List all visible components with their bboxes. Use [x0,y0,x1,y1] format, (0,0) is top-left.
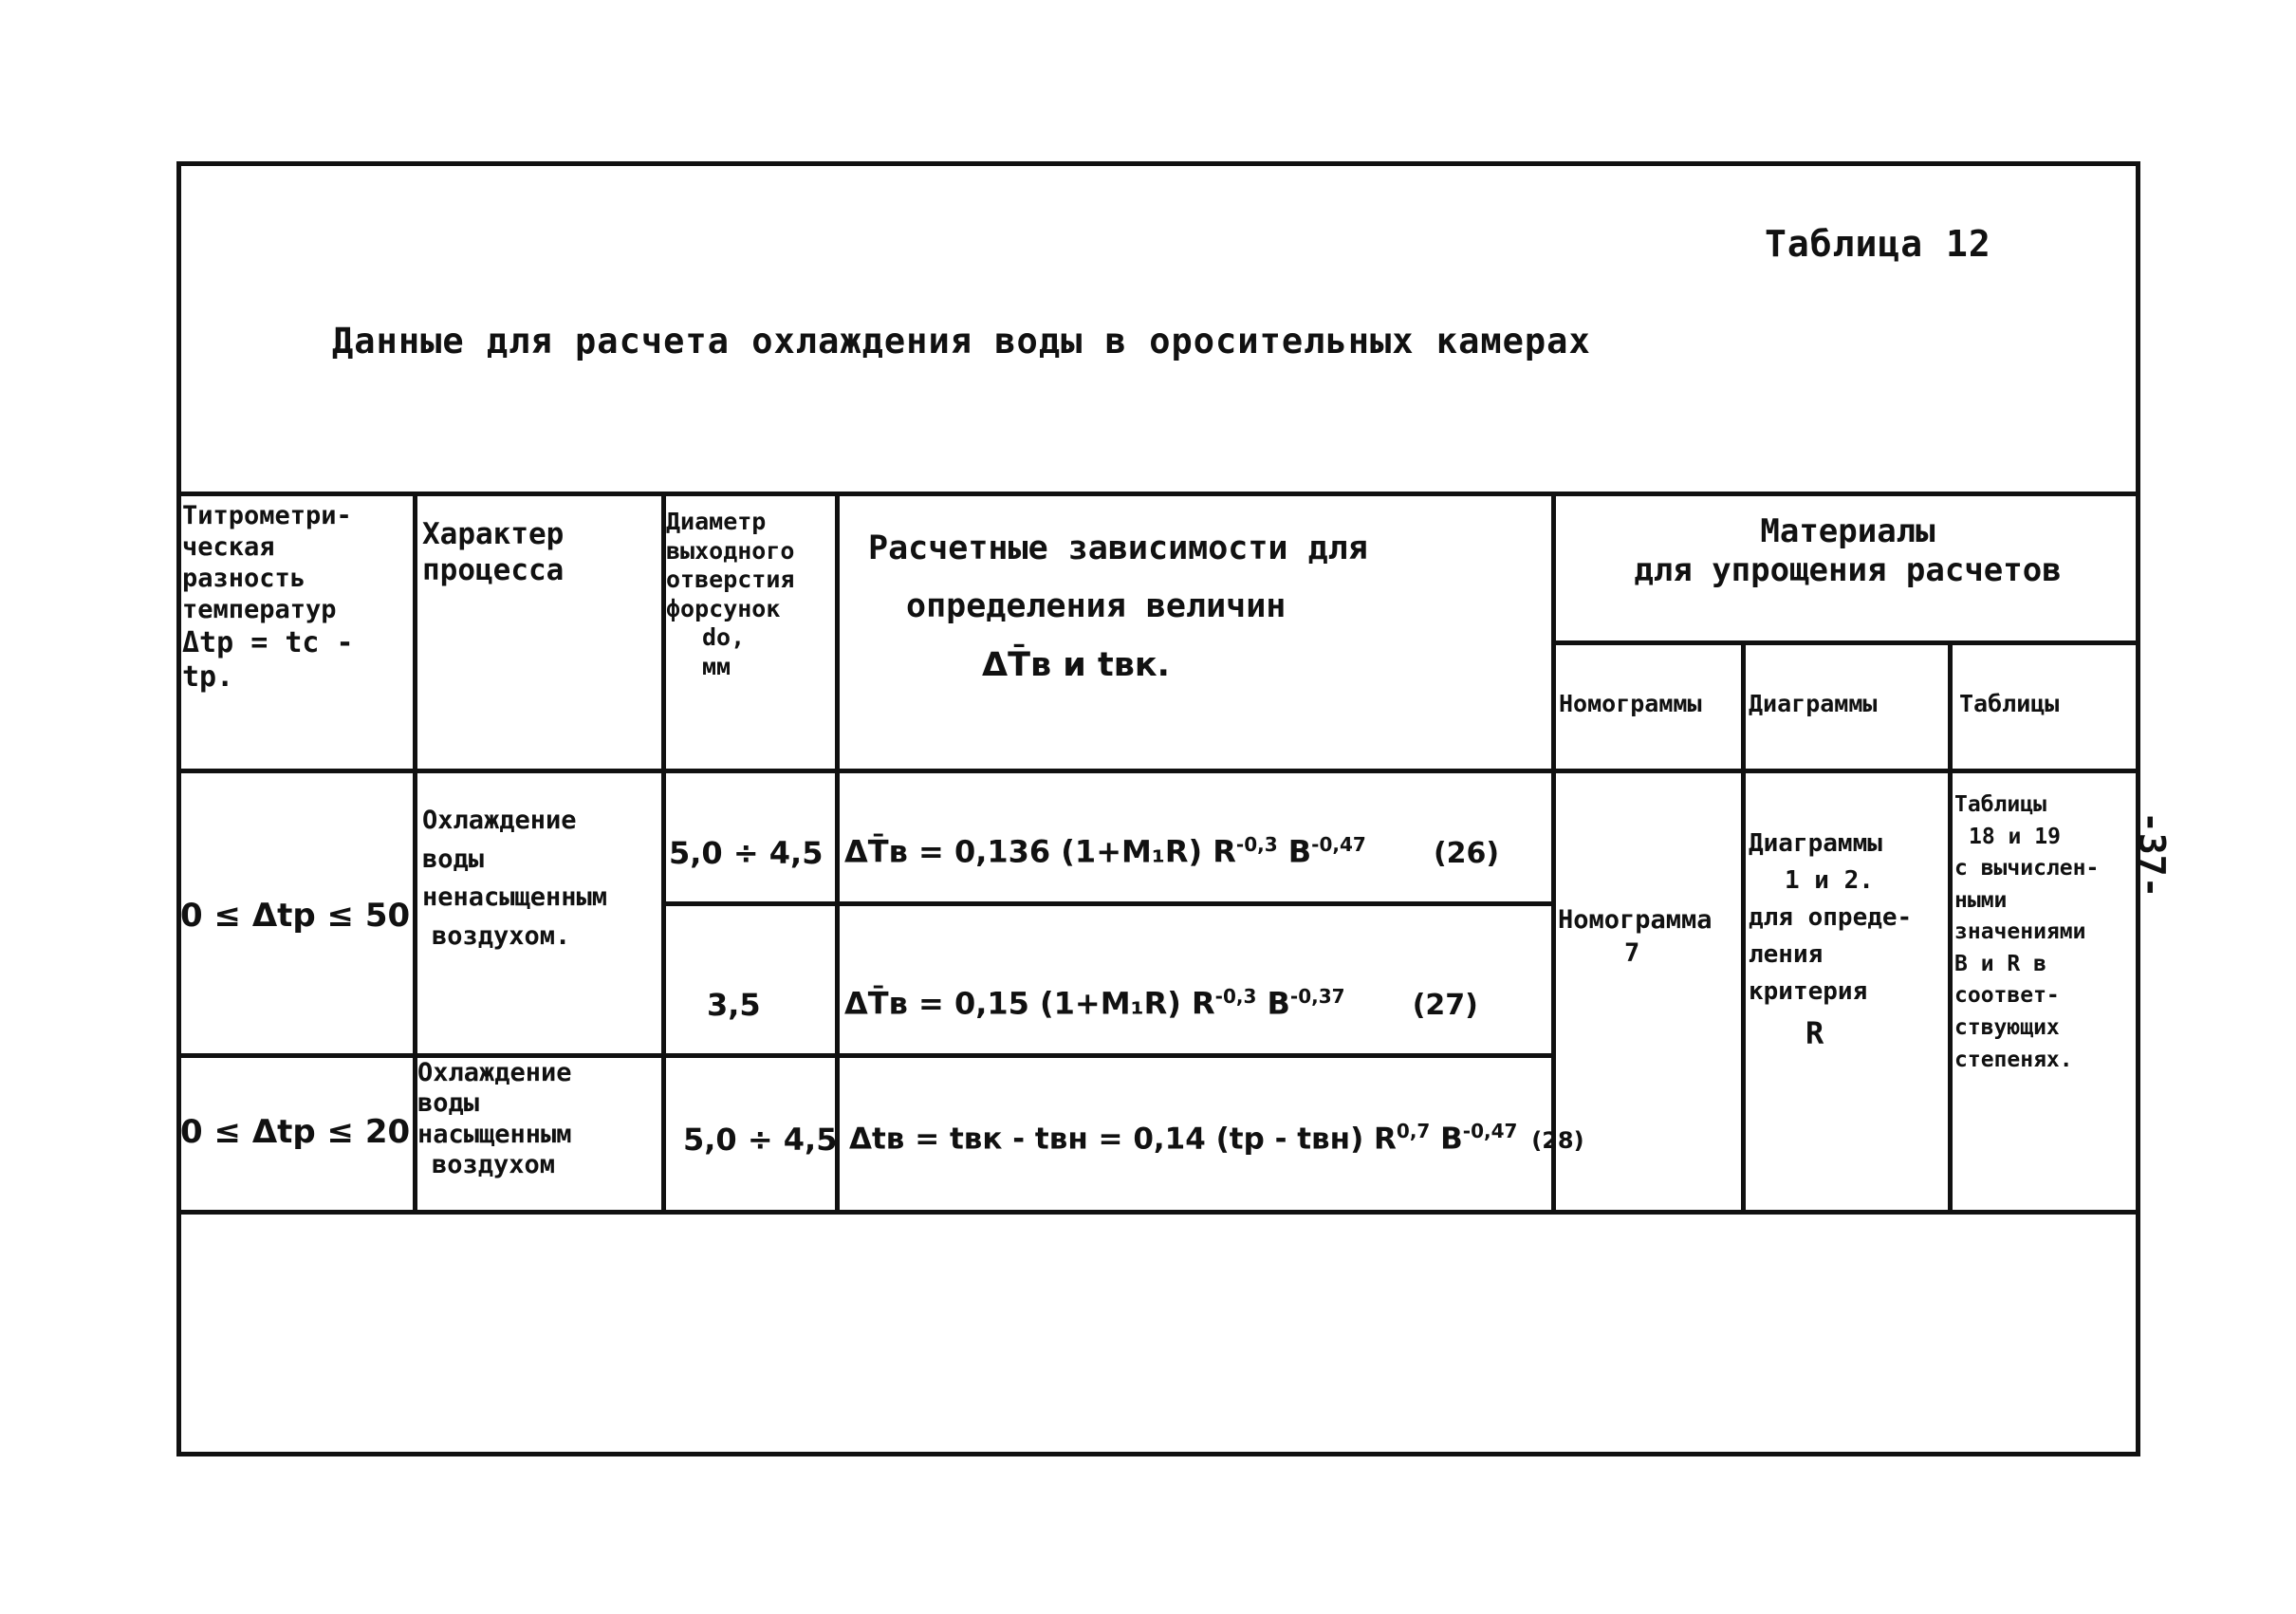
rule-row2-top [176,1053,1556,1058]
rule-col4-right [1551,492,1556,1215]
header-formulas: Расчетные зависимости для определения величин ΔT̄в и tвк. [868,529,1368,684]
diagram-ref: Диаграммы 1 и 2. для опреде- ления критерия R [1749,829,1913,1051]
range-row-1: 0 ≤ Δtр ≤ 50 [180,897,411,935]
table-title: Данные для расчета охлаждения воды в оросительных камерах [332,321,1591,362]
rule-col3-right [835,492,840,1215]
header-diameter: Диаметр выходного отверстия форсунок dо, мм [666,508,795,680]
equation-number-26: (26) [1433,836,1500,870]
process-saturated: Охлаждение воды насыщенным воздухом [417,1058,572,1180]
header-temp-diff: Титрометри- ческая разность температур Δtр = tс - tр. [182,501,410,696]
rule-table-bottom [176,1210,2140,1215]
range-row-2: 0 ≤ Δtр ≤ 20 [180,1113,411,1151]
formula-27: ΔT̄в = 0,15 (1+M₁R) $R^{-0,3}$ $B^{-0,37}$ (27) [844,985,1478,1022]
formula-26: ΔT̄в = 0,136 (1+M₁R) $R^{-0,3}$ $B^{-0,47}$ (26) [844,833,1500,870]
header-process: Характер процесса [422,517,565,587]
nomogram-ref: Номограмма 7 [1558,905,1713,969]
rule-materials-sub [1556,640,2140,645]
tables-ref: Таблицы 18 и 19 с вычислен- ными значениями В и R в соответ- ствующих степенях. [1954,792,2100,1072]
header-materials: Материалы для упрощения расчетов [1634,512,2062,590]
equation-number-28: (28) [1531,1127,1584,1155]
header-tables: Таблицы [1959,690,2060,717]
rule-col5a-right [1741,640,1746,1215]
page-number: -37- [2131,811,2173,899]
header-nomograms: Номограммы [1559,690,1702,717]
rule-header-bottom [176,769,2140,773]
header-diagrams: Диаграммы [1749,690,1878,717]
process-unsaturated: Охлаждение воды ненасыщенным воздухом. [422,806,608,951]
formula-28: Δtв = tвк - tвн = 0,14 (tр - tвн) R$^{0,7}$ $B^{-0,47}$ (28) [849,1120,1584,1157]
rule-row-split [664,901,1556,906]
rule-col5b-right [1948,640,1953,1215]
header-temp-diff-formula: Δtр = tс - tр. [182,625,354,695]
diameter-row-3: 5,0 ÷ 4,5 [683,1122,838,1158]
equation-number-27: (27) [1412,988,1478,1022]
table-label: Таблица 12 [1765,223,1991,265]
diameter-row-1: 5,0 ÷ 4,5 [669,835,824,871]
diameter-row-2: 3,5 [707,987,761,1023]
rule-header-top [176,492,2140,496]
